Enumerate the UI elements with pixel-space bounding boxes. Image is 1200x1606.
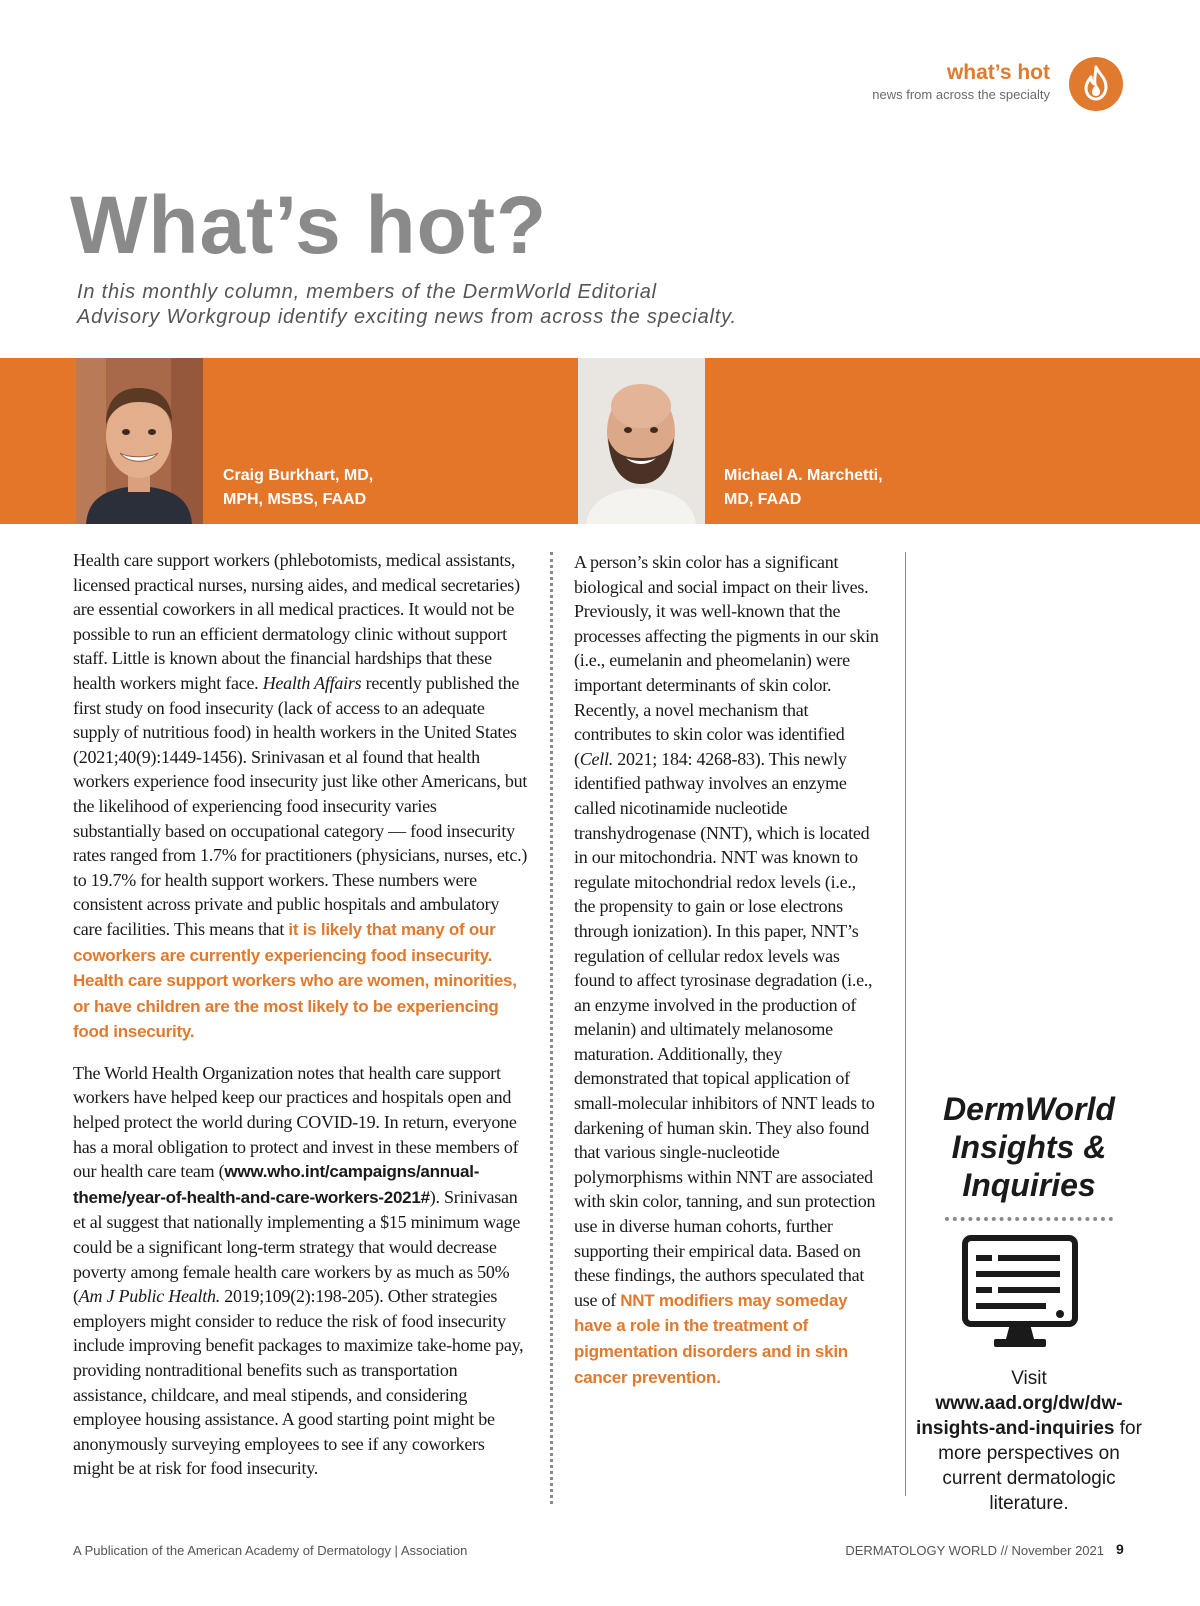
article-column-burkhart [73,548,528,1481]
flame-icon [1069,57,1123,111]
paragraph [574,550,879,1390]
sidebar-title-line: Inquiries [962,1167,1096,1203]
column-divider-solid [905,552,906,1496]
journal-name: Health Affairs [262,672,362,693]
who-link[interactable]: www.who.int/campaigns/annual-theme/year-of-health-and-care-workers-2021# [73,1162,480,1207]
monitor-icon [962,1235,1078,1354]
paragraph [73,548,528,1045]
body-text: ). Srinivasan et al suggest that nationally implementing a $15 minimum wage could be a significant long-term strategy that would decrease poverty among female health care workers by as much as 50% ( [73,1186,521,1307]
sidebar-text [915,1366,1143,1516]
column-divider-dotted [550,552,553,1504]
journal-name: Cell. [579,748,613,769]
body-text: A person’s skin color has a significant biological and social impact on their lives. Previously, it was well-known that the processes affecting the pigments in our skin (i.e., eumelanin and pheomelanin) were important determinants of skin color. Recently, a novel mechanism that contributes to skin color was identified ( [574,552,879,769]
intro-text [77,280,837,330]
body-text: 2021; 184: 4268-83). This newly identified pathway involves an enzyme called nicotinamide nucleotide transhydrogenase (NNT), which is located in our mitochondria. NNT was known to regulate mitochondrial redox levels (i.e., the propensity to gain or lose electrons through ionization). In this paper, NNT’s regulation of cellular redox levels was found to affect tyrosinase degradation (i.e., an enzyme involved in the production of melanin) and ultimately melanosome maturation. Additionally, they demonstrated that topical application of small-molecular inhibitors of NNT leads to darkening of human skin. They also found that various single-nucleotide polymorphisms within NNT are associated with skin color, tanning, and sun protection use in diverse human cohorts, further supporting their empirical data. Based on these findings, the authors speculated that use of [574,748,876,1310]
author-name-line: Michael A. Marchetti, [724,467,883,484]
author-credentials: MPH, MSBS, FAAD [223,491,367,508]
sidebar-title-line: DermWorld [943,1091,1115,1127]
highlighted-text: it is likely that many of our coworkers are currently experiencing food insecurity. Health care support workers who are women, minorities, or have children are the most likely to be experiencing food insecurity. [73,919,517,1042]
section-header [872,60,1050,104]
insights-link[interactable]: www.aad.org/dw/dw-insights-and-inquiries [916,1393,1123,1439]
author-name-burkhart [223,464,373,512]
footer-publication: A Publication of the American Academy of Dermatology | Association [73,1543,468,1558]
body-text: recently published the first study on food insecurity (lack of access to an adequate supply of nutritious food) in health workers in the United States (2021;40(9):1449-1456). Srinivasan et al found that health workers experience food insecurity just like other Americans, but the likelihood of experiencing food insecurity varies substantially based on occupational category — food insecurity rates ranged from 1.7% for practitioners (physicians, nurses, etc.) to 19.7% for health support workers. These numbers were consistent across private and public hospitals and ambulatory care facilities. This means that [73,672,528,939]
section-title: what’s hot [946,61,1050,84]
highlighted-text: NNT modifiers may someday have a role in the treatment of pigmentation disorders and in skin cancer prevention. [574,1290,848,1387]
article-column-marchetti [574,550,879,1390]
body-text: Health care support workers (phlebotomists, medical assistants, licensed practical nurses, nursing aides, and medical secretaries) are essential coworkers in all medical practices. It would not be possible to run an efficient dermatology clinic without support staff. Little is known about the financial hardships that these health workers might face. [73,550,520,693]
intro-line-2: Advisory Workgroup identify exciting news from across the specialty. [77,306,737,328]
journal-name: Am J Public Health. [78,1286,220,1307]
author-photo-marchetti [578,358,705,524]
sidebar-text-post: for more perspectives on current dermatologic literature. [938,1418,1142,1514]
author-name-marchetti [724,464,883,512]
author-photo-burkhart [76,358,203,524]
sidebar-title-line: Insights & [951,1129,1107,1165]
section-subtitle: news from across the specialty [872,87,1050,102]
sidebar-title [915,1090,1143,1204]
author-band [0,358,1200,524]
intro-line-1: In this monthly column, members of the DermWorld Editorial [77,281,657,303]
author-credentials: MD, FAAD [724,491,802,508]
paragraph [73,1061,528,1481]
footer-issue: DERMATOLOGY WORLD // November 2021 [845,1543,1104,1558]
body-text: The World Health Organization notes that health care support workers have helped keep our practices and hospitals open and helped protect the world during COVID-19. In return, everyone has a moral obligation to protect and invest in these members of our health care team ( [73,1062,519,1182]
sidebar-divider [945,1217,1113,1221]
page-title: What’s hot? [70,180,548,271]
body-text: 2019;109(2):198-205). Other strategies employers might consider to reduce the risk of food insecurity include improving benefit packages to maximize take-home pay, providing nontraditional benefits such as transportation assistance, childcare, and meal stipends, and considering employee housing assistance. A good starting point might be anonymously surveying employees to see if any coworkers might be at risk for food insecurity. [73,1286,524,1479]
author-name-line: Craig Burkhart, MD, [223,467,374,484]
sidebar-text-pre: Visit [1011,1368,1047,1389]
page-number: 9 [1116,1541,1124,1557]
